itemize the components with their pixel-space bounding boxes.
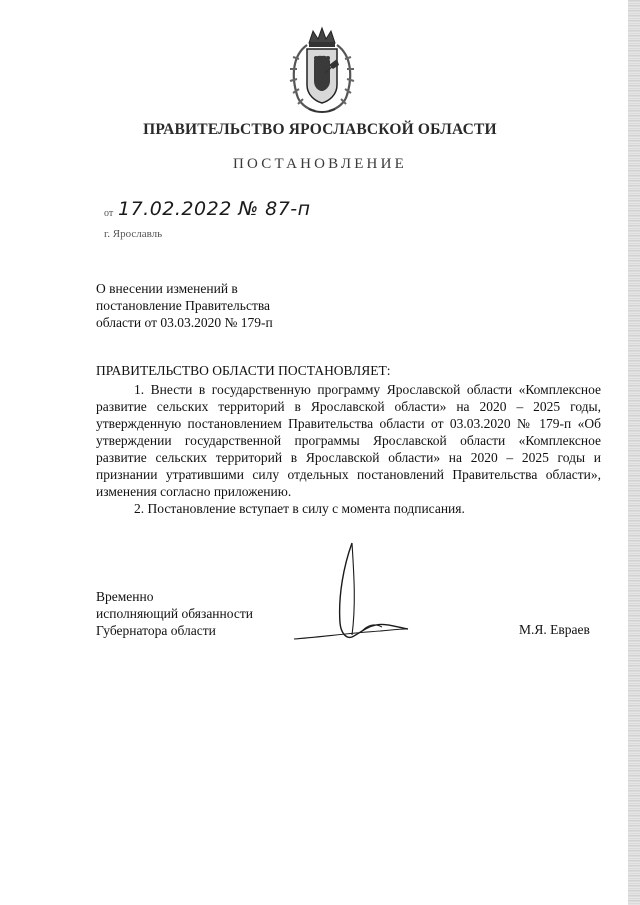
handwritten-signature [290, 535, 420, 655]
signer-name: М.Я. Евраев [519, 622, 590, 637]
subject-block [96, 280, 273, 331]
city: г. Ярославль [104, 228, 163, 240]
signer-position [96, 588, 253, 639]
subject-line: О внесении изменений в [96, 281, 238, 296]
coat-of-arms-icon [287, 25, 357, 115]
date-prefix: от [104, 208, 114, 219]
government-title: ПРАВИТЕЛЬСТВО ЯРОСЛАВСКОЙ ОБЛАСТИ [143, 121, 497, 138]
resolve-heading: ПРАВИТЕЛЬСТВО ОБЛАСТИ ПОСТАНОВЛЯЕТ: [96, 363, 391, 378]
subject-line: области от 03.03.2020 № 179-п [96, 315, 273, 330]
subject-line: постановление Правительства [96, 298, 271, 313]
signer-position-line: Временно [96, 589, 154, 604]
clause-2: 2. Постановление вступает в силу с момента подписания. [134, 501, 465, 516]
signer-position-line: исполняющий обязанности [96, 606, 253, 621]
handwritten-date-number: 17.02.2022 № 87-п [118, 198, 311, 220]
resolution-body [96, 381, 601, 517]
signer-position-line: Губернатора области [96, 623, 216, 638]
document-type: ПОСТАНОВЛЕНИЕ [233, 156, 407, 172]
clause-1: 1. Внести в государственную программу Ярославской области «Комплексное развитие сельских территорий в Ярославской области» на 2020 – 2025 годы, утвержденную постановлением Правительства области от 03.03.2020 № 179-п «Об утверждении государственной программы Ярославской области «Комплексное развитие сельских территорий в Ярославской области» на 2020 – 2025 годы и признании утратившими силу отдельных постановлений Правительства области», изменения согласно приложению. [96, 382, 601, 499]
registration-line [104, 198, 311, 228]
